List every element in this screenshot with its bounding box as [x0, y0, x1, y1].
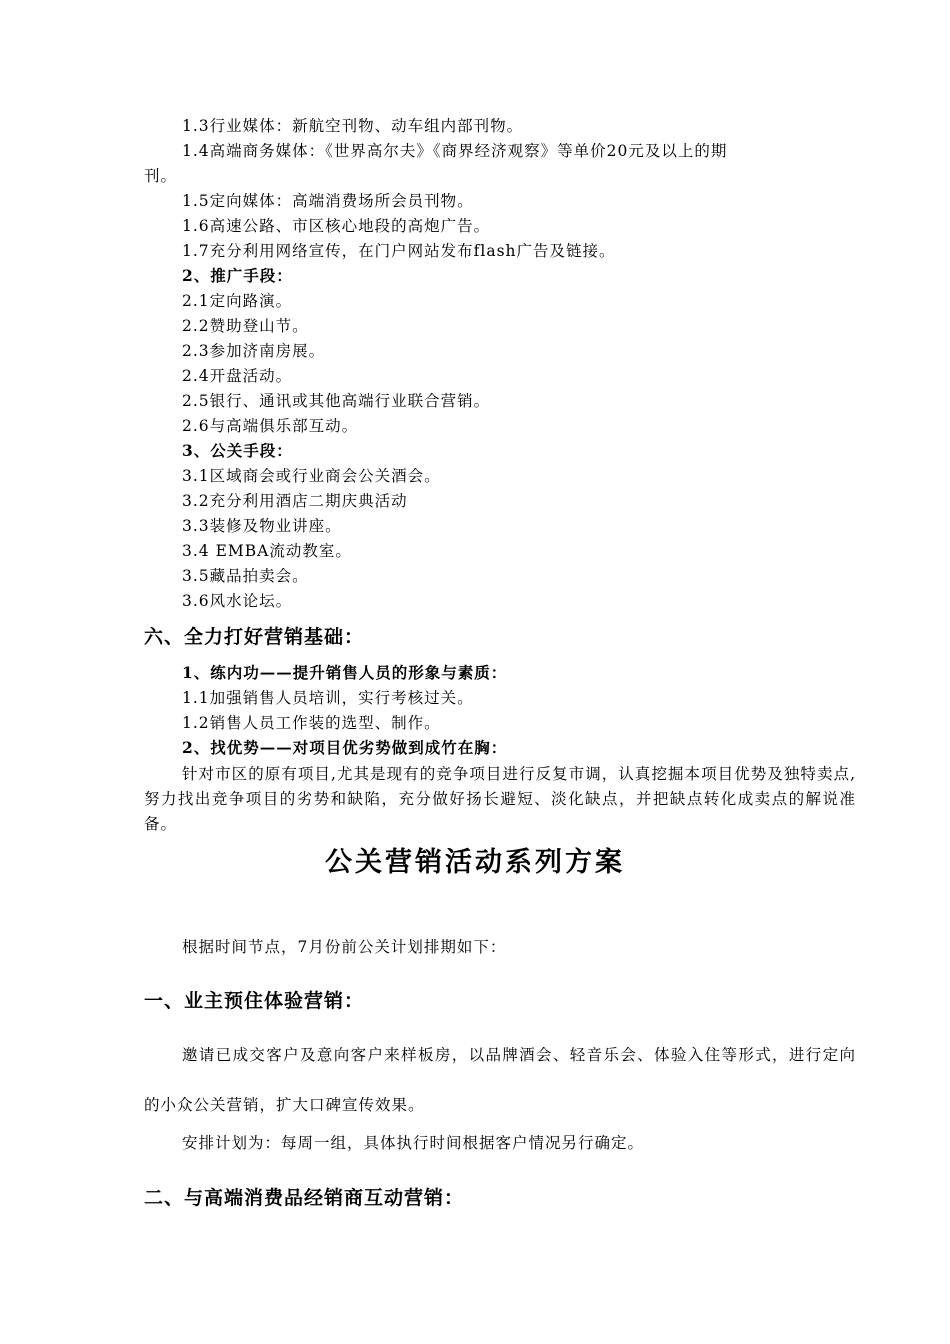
- section-2-heading: 二、与高端消费品经销商互动营销：: [144, 1187, 465, 1209]
- item-6-1-1: 1.1加强销售人员培训，实行考核过关。: [182, 689, 474, 707]
- heading-pr-means: 3、公关手段：: [182, 441, 293, 460]
- item-2-2: 2.2赞助登山节。: [182, 317, 309, 335]
- item-2-5: 2.5银行、通讯或其他高端行业联合营销。: [182, 392, 491, 410]
- item-1-5: 1.5定向媒体：高端消费场所会员刊物。: [182, 192, 474, 210]
- item-3-2: 3.2充分利用酒店二期庆典活动: [182, 492, 408, 510]
- section-1-paragraph: 邀请已成交客户及意向客户来样板房，以品牌酒会、轻音乐会、体验入住等形式，进行定向的小众公关营销，扩大口碑宣传效果。: [144, 1046, 856, 1114]
- document-title: 公关营销活动系列方案: [325, 847, 625, 878]
- item-3-3: 3.3装修及物业讲座。: [182, 517, 342, 535]
- section-6-sub-2: 2、找优势——对项目优劣势做到成竹在胸：: [182, 738, 508, 757]
- heading-promotion-means: 2、推广手段：: [182, 266, 293, 285]
- section-6-heading: 六、全力打好营销基础：: [144, 626, 365, 648]
- section-1-plan: 安排计划为：每周一组，具体执行时间根据客户情况另行确定。: [182, 1134, 645, 1152]
- item-3-6: 3.6风水论坛。: [182, 592, 293, 610]
- item-2-3: 2.3参加济南房展。: [182, 342, 326, 360]
- item-1-6: 1.6高速公路、市区核心地段的高炮广告。: [182, 217, 491, 235]
- item-3-4: 3.4 EMBA流动教室。: [182, 542, 352, 560]
- item-3-5: 3.5藏品拍卖会。: [182, 567, 309, 585]
- section-1-heading: 一、业主预住体验营销：: [144, 990, 365, 1012]
- item-2-6: 2.6与高端俱乐部互动。: [182, 417, 359, 435]
- item-3-1: 3.1区域商会或行业商会公关酒会。: [182, 467, 441, 485]
- section-6-paragraph: 针对市区的原有项目,尤其是现有的竞争项目进行反复市调，认真挖掘本项目优势及独特卖点,努力找出竞争项目的劣势和缺陷，充分做好扬长避短、淡化缺点，并把缺点转化成卖点的解说准备。: [144, 765, 856, 833]
- item-1-4: 1.4高端商务媒体：《世界高尔夫》《商界经济观察》等单价20元及以上的期: [182, 142, 728, 160]
- item-1-3: 1.3行业媒体：新航空刊物、动车组内部刊物。: [182, 117, 524, 135]
- item-6-1-2: 1.2销售人员工作装的选型、制作。: [182, 714, 441, 732]
- section-6-sub-1: 1、练内功——提升销售人员的形象与素质：: [182, 663, 508, 682]
- item-1-7: 1.7充分利用网络宣传，在门户网站发布flash广告及链接。: [182, 242, 616, 260]
- item-2-4: 2.4开盘活动。: [182, 367, 293, 385]
- intro-line: 根据时间节点，7月份前公关计划排期如下：: [182, 938, 507, 956]
- item-1-4-continued: 刊。: [144, 167, 178, 185]
- item-2-1: 2.1定向路演。: [182, 292, 293, 310]
